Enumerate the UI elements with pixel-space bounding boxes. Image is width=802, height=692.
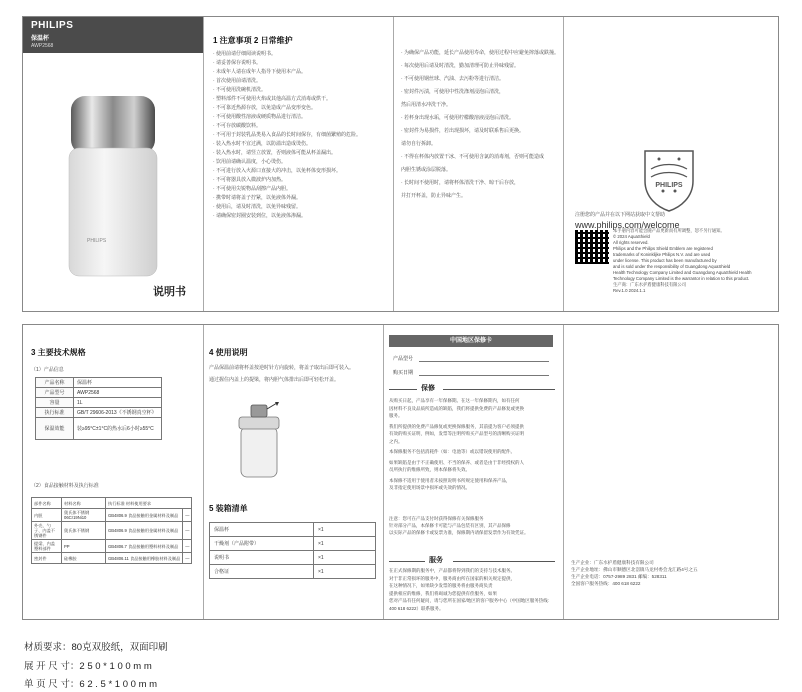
manufacturer-line: 生产企业：广东水护盾健康科技有限公司 [571, 560, 654, 565]
leaflet-back [22, 324, 779, 620]
precaution-line: · 使用前请仔细阅读说明书。 [213, 51, 277, 57]
warranty-field-date: 购买日期 [393, 370, 414, 376]
bullet-line: 服务。 [389, 413, 403, 418]
product-name: 保温杯 [31, 36, 50, 42]
cell: 奥氏体不锈钢 [62, 522, 106, 540]
philips-shield-icon [641, 147, 697, 213]
service-line: 400 618 6222）联系服务。 [389, 605, 444, 611]
cell: — [183, 522, 192, 540]
cell: GB4806.11 食品接触用橡胶材料及制品 [106, 553, 183, 564]
precaution-line: · 使用后，请及时清洗，以免异味残留。 [213, 204, 302, 210]
precaution-line: · 不可靠近热源存放，以免造成产品变形变色。 [213, 105, 317, 111]
spec-value: 1L [74, 398, 162, 408]
section-title: 4 使用说明 [209, 348, 248, 357]
maintenance-line: · 不得在杯体内放置干冰、不可使用含氯的消毒剂，否则可能造成 [401, 154, 545, 160]
service-line: 对于非正常损坏的服务中，服务商由所在国家的相关规定提供， [389, 575, 515, 581]
precaution-line: · 不可使用尖锐物品刮擦产品内胆。 [213, 186, 292, 192]
note-line: 针对部分产品，本保修卡可能与产品包装有区别，其产品保修 [389, 523, 511, 528]
legal-line: under license. This product has been manufactured by [613, 258, 717, 263]
bullet-line: 员所执行的维修所致，则本保修将失效。 [389, 467, 470, 472]
section-usage [209, 347, 354, 385]
table-row [32, 553, 192, 564]
cell: — [183, 509, 192, 522]
packing-item: 干燥剂（产品附带） [210, 537, 314, 551]
bullet-line: 本保修不适用于使用者未按照说明书所规定使用和保养产品， [389, 477, 511, 483]
spec-value: 装≥95°C±1°C的热水后6小时≥55°C [74, 418, 162, 440]
precaution-line: · 请确保密封圈安装到位，以免液体渗漏。 [213, 213, 307, 219]
cell: GB4806.9 食品接触用金属材料及制品 [106, 509, 183, 522]
precaution-line: · 不可使用酸性溶液或硬质物品进行清洁。 [213, 114, 307, 120]
support-url[interactable]: www.philips.com/welcome [575, 220, 680, 230]
maintenance-line: · 长时间不使用时，请将杯体清洗干净、晾干后存放， [401, 180, 520, 186]
note-line: 以实际产品的保修卡或发票为准，保修期内请保留发票作为有效凭证。 [389, 530, 529, 535]
spec-value: AWP2568 [74, 388, 162, 398]
bullet-line: 之内。 [389, 438, 403, 444]
print-unfold-size: 展 开 尺 寸：2 5 0 * 1 0 0 m m [24, 661, 152, 672]
fold-line [393, 17, 394, 311]
section-specs [31, 347, 192, 564]
cell: — [183, 540, 192, 553]
input-line [419, 361, 549, 362]
column-header: 材料名称 [62, 498, 106, 509]
maintenance-line: · 密封件为易损件，若出现损坏，请及时联系售后更换。 [401, 128, 525, 134]
maintenance-line: · 每次使用后请及时清洗，勤加清理可防止异味残留。 [401, 63, 520, 69]
table-row [210, 551, 376, 565]
precaution-line: · 装入热水时，请竖立放置，否则液体可能从杯盖漏出。 [213, 150, 337, 156]
precaution-line: · 装入热水时不宜过满，以防溢出造成烫伤。 [213, 141, 312, 147]
service-line: 在正式保修期的服务中，产品都将得到我们的支持与技术服务。 [389, 568, 515, 573]
legal-line: Technology Company Limited is the warrantor in relation to this product. [613, 276, 750, 281]
precaution-line: · 请妥善保存说明书。 [213, 60, 262, 66]
cell: 奥氏体不锈钢06Cr19Ni10 [62, 509, 106, 522]
precaution-line: · 不可存放碳酸饮料。 [213, 123, 262, 129]
legal-line: All rights reserved. [613, 240, 649, 245]
maintenance-line: 并打开杯盖，防止异味产生。 [401, 193, 467, 199]
legal-text [613, 228, 773, 294]
svg-text:PHILIPS: PHILIPS [87, 238, 107, 244]
bullet-line: 因材料不良及品质所造成的缺陷，我们将提供免费的产品修复或更换 [389, 405, 524, 411]
print-single-size: 单 页 尺 寸：6 2 . 5 * 1 0 0 m m [24, 679, 158, 690]
fold-line [563, 325, 564, 619]
maintenance-line: · 为确保产品功能，延长产品使用寿命，使用过程中应避免摔落或跌撞。 [401, 50, 560, 56]
section-maintenance [401, 47, 559, 203]
divider [389, 561, 425, 562]
cell: — [183, 553, 192, 564]
cell: GB4806.7 食品接触用塑料材料及制品 [106, 540, 183, 553]
precaution-line: · 未成年人请在成年人指导下使用本产品。 [213, 69, 307, 75]
spec-key: 容量 [36, 398, 74, 408]
usage-line: 通过握住内盖上的提梁，将内胆气体排出后即可轻松开盖。 [209, 377, 340, 383]
warranty-field-model: 产品型号 [393, 356, 414, 362]
manual-title: 说明书 [153, 286, 186, 298]
maintenance-line: · 密封件污渍，可使用中性洗涤剂浸泡后清洗， [401, 89, 505, 95]
material-table [31, 497, 192, 564]
service-text [389, 567, 552, 612]
table-header [32, 498, 192, 509]
brand-logo: PHILIPS [31, 20, 74, 31]
maintenance-line: 然后用清水冲洗干净。 [401, 102, 452, 108]
service-line: 提供相应的维修，我们将竭诚为您提供有偿服务，如果 [389, 590, 497, 596]
table-row [32, 522, 192, 540]
section-title: 1 注意事项 2 日常维护 [213, 36, 293, 45]
service-section: 服务 [429, 557, 443, 564]
qr-code [575, 230, 609, 264]
manufacturer-line: 生产企业地址：佛山市顺德区北滘镇马龙村委会龙汇路4号之五 [571, 567, 698, 572]
legal-line: Rev.1.0 2024.1.1 [613, 288, 646, 293]
divider [453, 561, 555, 562]
warranty-section: 保修 [421, 385, 435, 392]
legal-line: trademarks of Koninklijke Philips N.V. and are used [613, 252, 711, 257]
fold-line [203, 325, 204, 619]
cover-band [23, 17, 203, 53]
precaution-line: · 首次使用前请清洗。 [213, 78, 262, 84]
section-packing [209, 503, 376, 579]
precaution-line: · 饮用前请确认温度，小心烫伤。 [213, 159, 287, 165]
fold-line [203, 17, 204, 311]
section-precautions [213, 35, 361, 221]
service-line: 您对产品有任何疑问，请与您所在国家/地区的客户服务中心（中国地区服务热线： [389, 598, 553, 603]
divider [443, 389, 555, 390]
spec-table [35, 377, 162, 440]
spec-value: 保温杯 [74, 378, 162, 388]
table-row [36, 418, 162, 440]
warranty-title: 中国地区保修卡 [389, 335, 553, 347]
model-number: AWP2568 [31, 43, 54, 49]
service-line: 在这种情况下，如果缺少发票的服务将由服务商负责 [389, 583, 493, 588]
note-line: 注意：您可在产品支付时获得保修有关保修服务 [389, 516, 484, 521]
legal-line: 生产商：广东水护盾健康科技有限公司 [613, 282, 687, 287]
table-row [32, 540, 192, 553]
precaution-line: · 不可用于封装乳品类易入食品的长时间保存，有细菌繁殖的危险。 [213, 132, 362, 138]
legal-line: Health Technology Company Limited and Guangdong AquaShield Health [613, 270, 752, 275]
packing-item: 合格证 [210, 565, 314, 579]
usage-line: 产品保温前请将杯盖按逆时针方向旋转，将盖子取出后即可装入。 [209, 365, 355, 371]
cell: 内胆 [32, 509, 62, 522]
leaflet-front [22, 16, 779, 312]
packing-qty: ×1 [314, 551, 376, 565]
section-title: 5 装箱清单 [209, 504, 248, 513]
maintenance-line: 内胆生锈或涂层脱落。 [401, 167, 452, 173]
cell: GB4806.9 食品接触用金属材料及制品 [106, 522, 183, 540]
svg-text:PHILIPS: PHILIPS [655, 182, 683, 189]
bullet-line: 从购买日起，产品享有一年保修期。在这一年保修期内，如有任何 [389, 398, 520, 403]
bullet-line: 如果缺陷是由于不正确使用、不当的保养、或者是由于非经授权的人 [389, 459, 524, 465]
spec-value: GB/T 29606-2013《不锈钢真空杯》 [74, 408, 162, 418]
manufacturer-line: 全国客户服务热线：400 618 6222 [571, 581, 641, 586]
maintenance-line: 请勿自行拆卸。 [401, 141, 437, 147]
table-row [210, 537, 376, 551]
bullet-line: 及非指定使用场景中损坏或失效的情况。 [389, 485, 470, 490]
packing-qty: ×1 [314, 537, 376, 551]
divider [389, 389, 417, 390]
table-row [32, 509, 192, 522]
warranty-bullets [389, 397, 524, 492]
maintenance-line: · 若杯身出现水垢，可使用柠檬酸溶液浸泡后清洗。 [401, 115, 515, 121]
table-row [210, 523, 376, 537]
table-row [36, 378, 162, 388]
warranty-note [389, 515, 529, 536]
spec-key: 产品型号 [36, 388, 74, 398]
precaution-line: · 不可进行放入火源口直接大的冲击，以免杯体变形损坏。 [213, 168, 342, 174]
packing-qty: ×1 [314, 565, 376, 579]
section-title: 3 主要技术规格 [31, 348, 86, 357]
packing-item: 保温杯 [210, 523, 314, 537]
maintenance-line: · 不可使用钢丝球、汽油、去污粉等进行清洁。 [401, 76, 505, 82]
bullet-line: 有效的购买证明，例如，发票等注明所购买产品型号的清晰购买证明 [389, 431, 524, 436]
cell: 密封件 [32, 553, 62, 564]
bullet-line: 本保修服务不包括消耗件（如：电池等）或以错误使用的配件。 [389, 449, 515, 454]
fold-line [383, 325, 384, 619]
column-header: 部件名称 [32, 498, 62, 509]
packing-item: 说明书 [210, 551, 314, 565]
manufacturer-line: 生产企业电话：0757-2989 2831 邮编：528311 [571, 574, 667, 579]
input-line [419, 375, 549, 376]
legal-line: Philips and the Philips Shield Emblem are registered [613, 246, 713, 251]
spec-key: 产品名称 [36, 378, 74, 388]
table-row [210, 565, 376, 579]
print-material: 材质要求：80克双胶纸，双面印刷 [24, 642, 168, 653]
legal-line: © 2024 AquaShield [613, 234, 650, 239]
precaution-line: · 塑料部件不可使用火焰或其他高温方式消毒或烘干。 [213, 96, 332, 102]
cell: 外壳、勺子、内盖不锈钢件 [32, 522, 62, 540]
jar-diagram [231, 401, 287, 481]
table-row [36, 398, 162, 408]
legal-line: 本手册内容可能会随产品更新而有所调整，恕不另行通知。 [613, 228, 725, 233]
spec-subtitle: （1）产品信息 [31, 367, 64, 373]
fold-line [563, 17, 564, 311]
packing-qty: ×1 [314, 523, 376, 537]
flask-image [67, 92, 159, 280]
cell: 提梁、内盖塑料部件 [32, 540, 62, 553]
material-subtitle: （2）食品接触材料及执行标准 [31, 483, 99, 489]
table-row [36, 388, 162, 398]
precaution-line: · 携带时请将盖子拧紧，以免液体外漏。 [213, 195, 302, 201]
precaution-line: · 不可将器具放入微波炉内加热。 [213, 177, 287, 183]
cell: PP [62, 540, 106, 553]
table-row [36, 408, 162, 418]
register-text: 注册您的产品并在以下网站获取中文帮助 [575, 212, 666, 218]
manufacturer-info [571, 559, 698, 587]
spec-key: 执行标准 [36, 408, 74, 418]
legal-line: and is sold under the responsibility of Guangdong AquaShield [613, 264, 731, 269]
precaution-line: · 不可使用洗碗机清洗。 [213, 87, 267, 93]
cell: 硅橡胶 [62, 553, 106, 564]
packing-table [209, 522, 376, 579]
spec-key: 保温效能 [36, 418, 74, 440]
bullet-line: 我们所提供的免费产品修复或更换保修服务，其前提为客户必须提供 [389, 423, 524, 429]
column-header: 执行标准 材料使用要求 [106, 498, 192, 509]
